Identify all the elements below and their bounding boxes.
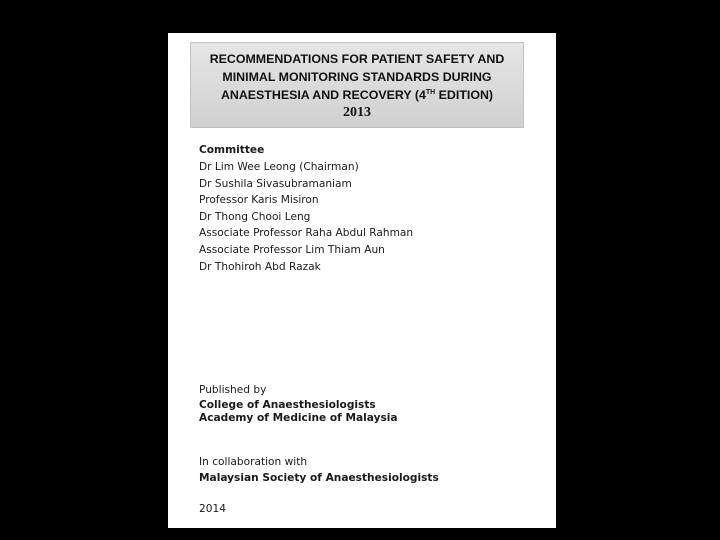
committee-member: Dr Lim Wee Leong (Chairman) — [199, 161, 359, 173]
title-line-3 — [221, 86, 493, 104]
publisher-academy: Academy of Medicine of Malaysia — [199, 412, 398, 424]
publication-year: 2014 — [199, 503, 226, 515]
committee-list — [199, 159, 413, 275]
committee-member: Associate Professor Raha Abdul Rahman — [199, 227, 414, 240]
committee-member: Associate Professor Lim Thiam Aun — [199, 243, 385, 256]
document-page — [168, 33, 556, 528]
title-line-3-prefix: ANAESTHESIA AND RECOVERY (4 — [220, 87, 426, 102]
title-year: 2013 — [343, 104, 371, 120]
committee-heading: Committee — [199, 144, 265, 156]
title-line-2: MINIMAL MONITORING STANDARDS DURING — [222, 69, 492, 84]
collaboration-org: Malaysian Society of Anaesthesiologists — [199, 472, 439, 484]
publisher-college: College of Anaesthesiologists — [199, 399, 376, 411]
committee-member: Dr Thohiroh Abd Razak — [199, 260, 321, 273]
committee-member: Professor Karis Misiron — [199, 194, 319, 207]
collaboration-label: In collaboration with — [199, 456, 308, 468]
committee-member: Dr Sushila Sivasubramaniam — [199, 177, 352, 190]
title-superscript: TH — [425, 88, 436, 96]
published-by-label: Published by — [199, 384, 267, 396]
title-line-1: RECOMMENDATIONS FOR PATIENT SAFETY AND — [209, 51, 505, 66]
title-banner — [190, 42, 524, 128]
committee-member: Dr Thong Chooi Leng — [199, 210, 311, 223]
title-line-3-suffix: EDITION) — [435, 87, 494, 102]
